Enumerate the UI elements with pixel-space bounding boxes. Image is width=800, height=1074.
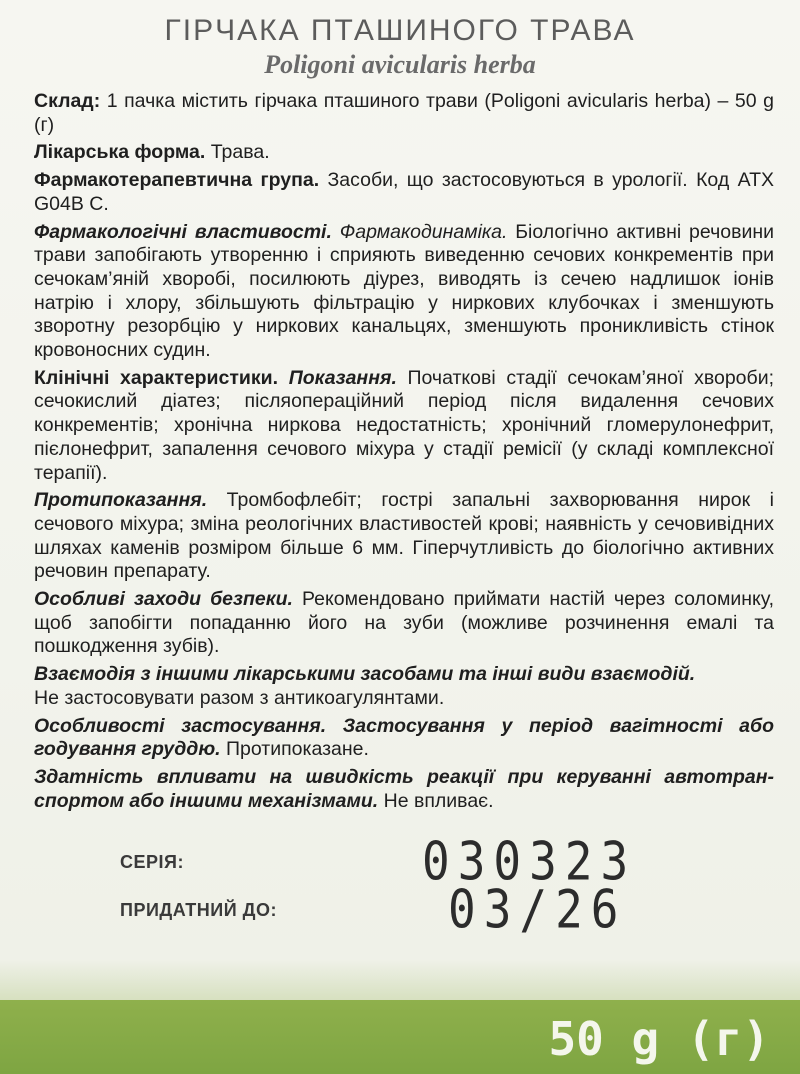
group-text: Засоби, що застосовуються в урології. Код АТХ G04B C. xyxy=(34,169,775,215)
contraindications-text: Тромбофлебіт; гострі запальні захворювання нирок і сечового міхура; зміна реологічних властивостей крові; наявність у сечовивідних шляхах каменів розміром більше 6 мм. Гіперчутливість до біологічно активних речовин препарату. xyxy=(34,489,774,583)
interaction-label: Взаємодія з іншими лікарськими засобами та інші види взаємодій. xyxy=(34,663,696,686)
product-title: ГІРЧАКА ПТАШИНОГО ТРАВА xyxy=(164,14,636,47)
group-paragraph xyxy=(34,169,774,216)
form-label: Лікарська форма. xyxy=(34,141,206,164)
series-label: СЕРІЯ: xyxy=(120,852,184,872)
pharmacology-sublabel: Фармакодинаміка. xyxy=(331,220,508,243)
usage-label: Особливості застосування. Застосування у період вагітності або годування груддю. xyxy=(34,714,774,761)
product-latin-name: Poligoni avicularis herba xyxy=(264,50,536,79)
interaction-text: Не застосовувати разом з антикоагулянтами. xyxy=(34,686,445,709)
expiry-value: 03/26 xyxy=(448,877,627,941)
composition-paragraph xyxy=(34,90,774,137)
composition-text: 1 пачка містить гірчака пташиного трави (Poligoni avicularis herba) – 50 g (г) xyxy=(34,90,774,136)
form-text: Трава. xyxy=(205,141,270,164)
clinical-text: Початкові стадії сечокам’яної хвороби; сечокислий діатез; післяопераційний період після видалення сечових конкрементів; хронічна ниркова недостатність; хронічний гломерулонефрит, пієлонефрит, запалення сечового міхура у стадії ремісії (у складі комплексної терапії). xyxy=(34,366,774,484)
clinical-label: Клінічні характеристики. xyxy=(34,366,279,389)
indications-label: Показання. xyxy=(278,366,397,389)
safety-paragraph xyxy=(34,588,774,659)
composition-label: Склад: xyxy=(34,90,101,112)
contraindications-label: Протипоказання. xyxy=(34,489,208,512)
contraindications-paragraph xyxy=(34,489,774,584)
safety-label: Особливі заходи безпеки. xyxy=(34,588,293,611)
instructions-text xyxy=(34,90,774,817)
lot-info xyxy=(0,830,800,940)
pharmacology-paragraph xyxy=(34,221,774,363)
interaction-paragraph xyxy=(34,663,774,710)
expiry-label: ПРИДАТНИЙ ДО: xyxy=(120,900,277,920)
form-paragraph xyxy=(34,141,774,165)
driving-paragraph xyxy=(34,766,774,813)
pharmacology-text: Біологічно активні речовини трави запобігають утворенню і сприяють виведенню сечових конкрементів при сечокам’яній хворобі, посилюють діурез, виводять із сечею надлишок іонів натрію і хлору, збільшують фільтрацію у ниркових клубочках і зменшують зворотну резорбцію у ниркових канальцях, зменшують проникливість стінок кровоносних судин. xyxy=(34,220,774,362)
net-weight: 50 g (г) xyxy=(548,1012,770,1066)
safety-text: Рекомендовано приймати настій через соломинку, щоб запобігти попаданню його на зуби (можливе розчинення емалі та пошкодження зубів). xyxy=(34,588,774,658)
band-fade xyxy=(0,960,800,1000)
usage-paragraph xyxy=(34,715,774,762)
driving-label: Здатність впливати на швидкість реакції при керуванні автотранспортом або іншими механізмами. xyxy=(34,765,774,812)
pharmacology-label: Фармакологічні властивості. xyxy=(34,220,332,243)
usage-text: Протипоказане. xyxy=(220,738,369,761)
series-value: 030323 xyxy=(422,829,637,893)
group-label: Фармакотерапевтична група. xyxy=(34,169,320,192)
driving-text: Не впливає. xyxy=(378,789,494,812)
clinical-paragraph xyxy=(34,367,774,486)
